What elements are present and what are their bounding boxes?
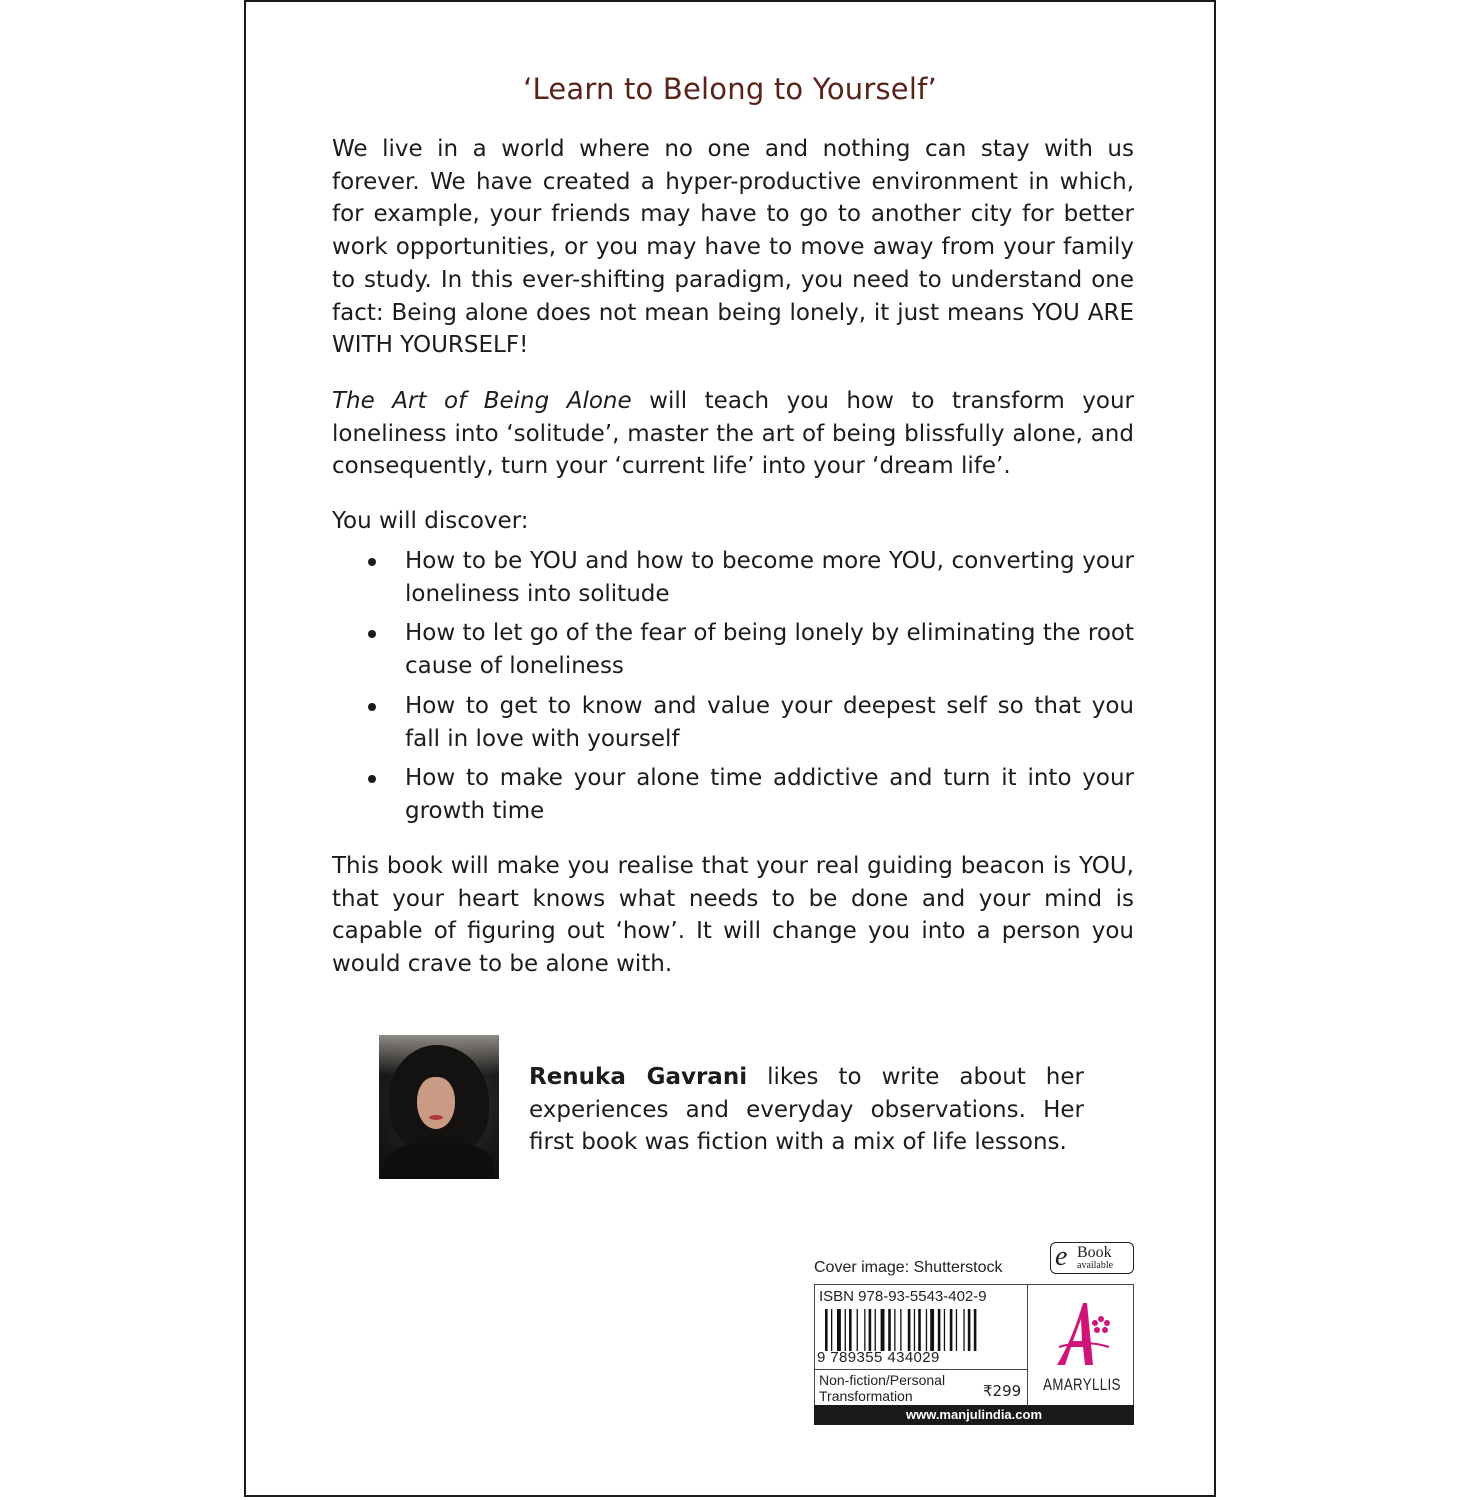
bullet-icon — [368, 558, 376, 566]
publisher-name: AMARYLLIS — [1043, 1375, 1121, 1394]
category-label: Non-fiction/Personal Transformation — [819, 1372, 946, 1404]
ebook-e-icon: e — [1055, 1241, 1068, 1272]
barcode-panel — [814, 1284, 1134, 1414]
amaryllis-logo-icon — [1039, 1295, 1119, 1375]
author-name: Renuka Gavrani — [529, 1064, 748, 1090]
closing-paragraph: This book will make you realise that your real guiding beacon is YOU, that your heart knows what needs to be done and your mind is capable of figuring out ‘how’. It will change you into a person you would crave to be alone with. — [332, 853, 1134, 978]
isbn-label: ISBN 978-93-5543-402-9 — [819, 1288, 987, 1305]
bullet-icon — [368, 703, 376, 711]
price-label: ₹299 — [983, 1382, 1022, 1400]
publisher-website: www.manjulindia.com — [814, 1405, 1134, 1425]
discover-intro: You will discover: — [332, 508, 529, 534]
list-item: How to let go of the fear of being lonely by eliminating the root cause of loneliness — [332, 617, 1134, 682]
author-photo — [379, 1035, 499, 1179]
ebook-available-badge: e Book available — [1050, 1242, 1134, 1274]
book-description-paragraph — [332, 385, 1134, 483]
book-title-italic: The Art of Being Alone — [332, 388, 632, 414]
discover-list — [332, 545, 1134, 835]
barcode-icon — [819, 1309, 1019, 1351]
tagline-heading: ‘Learn to Belong to Yourself’ — [523, 72, 937, 106]
list-item: How to get to know and value your deepest self so that you fall in love with yourself — [332, 690, 1134, 755]
book-back-cover — [244, 0, 1216, 1497]
author-bio-text: likes to write about her experiences and everyday observations. Her first book was fiction with a mix of life lessons. — [529, 1064, 1084, 1156]
barcode-digits: 9 789355 434029 — [817, 1349, 940, 1366]
list-item: How to make your alone time addictive and turn it into your growth time — [332, 762, 1134, 827]
book-description-text: will teach you how to transform your loneliness into ‘solitude’, master the art of being blissfully alone, and consequently, turn your ‘current life’ into your ‘dream life’. — [332, 388, 1134, 480]
cover-image-credit: Cover image: Shutterstock — [814, 1259, 1003, 1276]
list-item: How to be YOU and how to become more YOU, converting your loneliness into solitude — [332, 545, 1134, 610]
intro-paragraph: We live in a world where no one and nothing can stay with us forever. We have created a hyper-productive environment in which, for example, your friends may have to go to another city for better work opportunities, or you may have to move away from your family to study. In this ever-shifting paradigm, you need to understand one fact: Being alone does not mean being lonely, it just means YOU ARE WITH YOURSELF! — [332, 136, 1134, 359]
bullet-icon — [368, 630, 376, 638]
bullet-icon — [368, 775, 376, 783]
author-bio — [529, 1061, 1084, 1159]
